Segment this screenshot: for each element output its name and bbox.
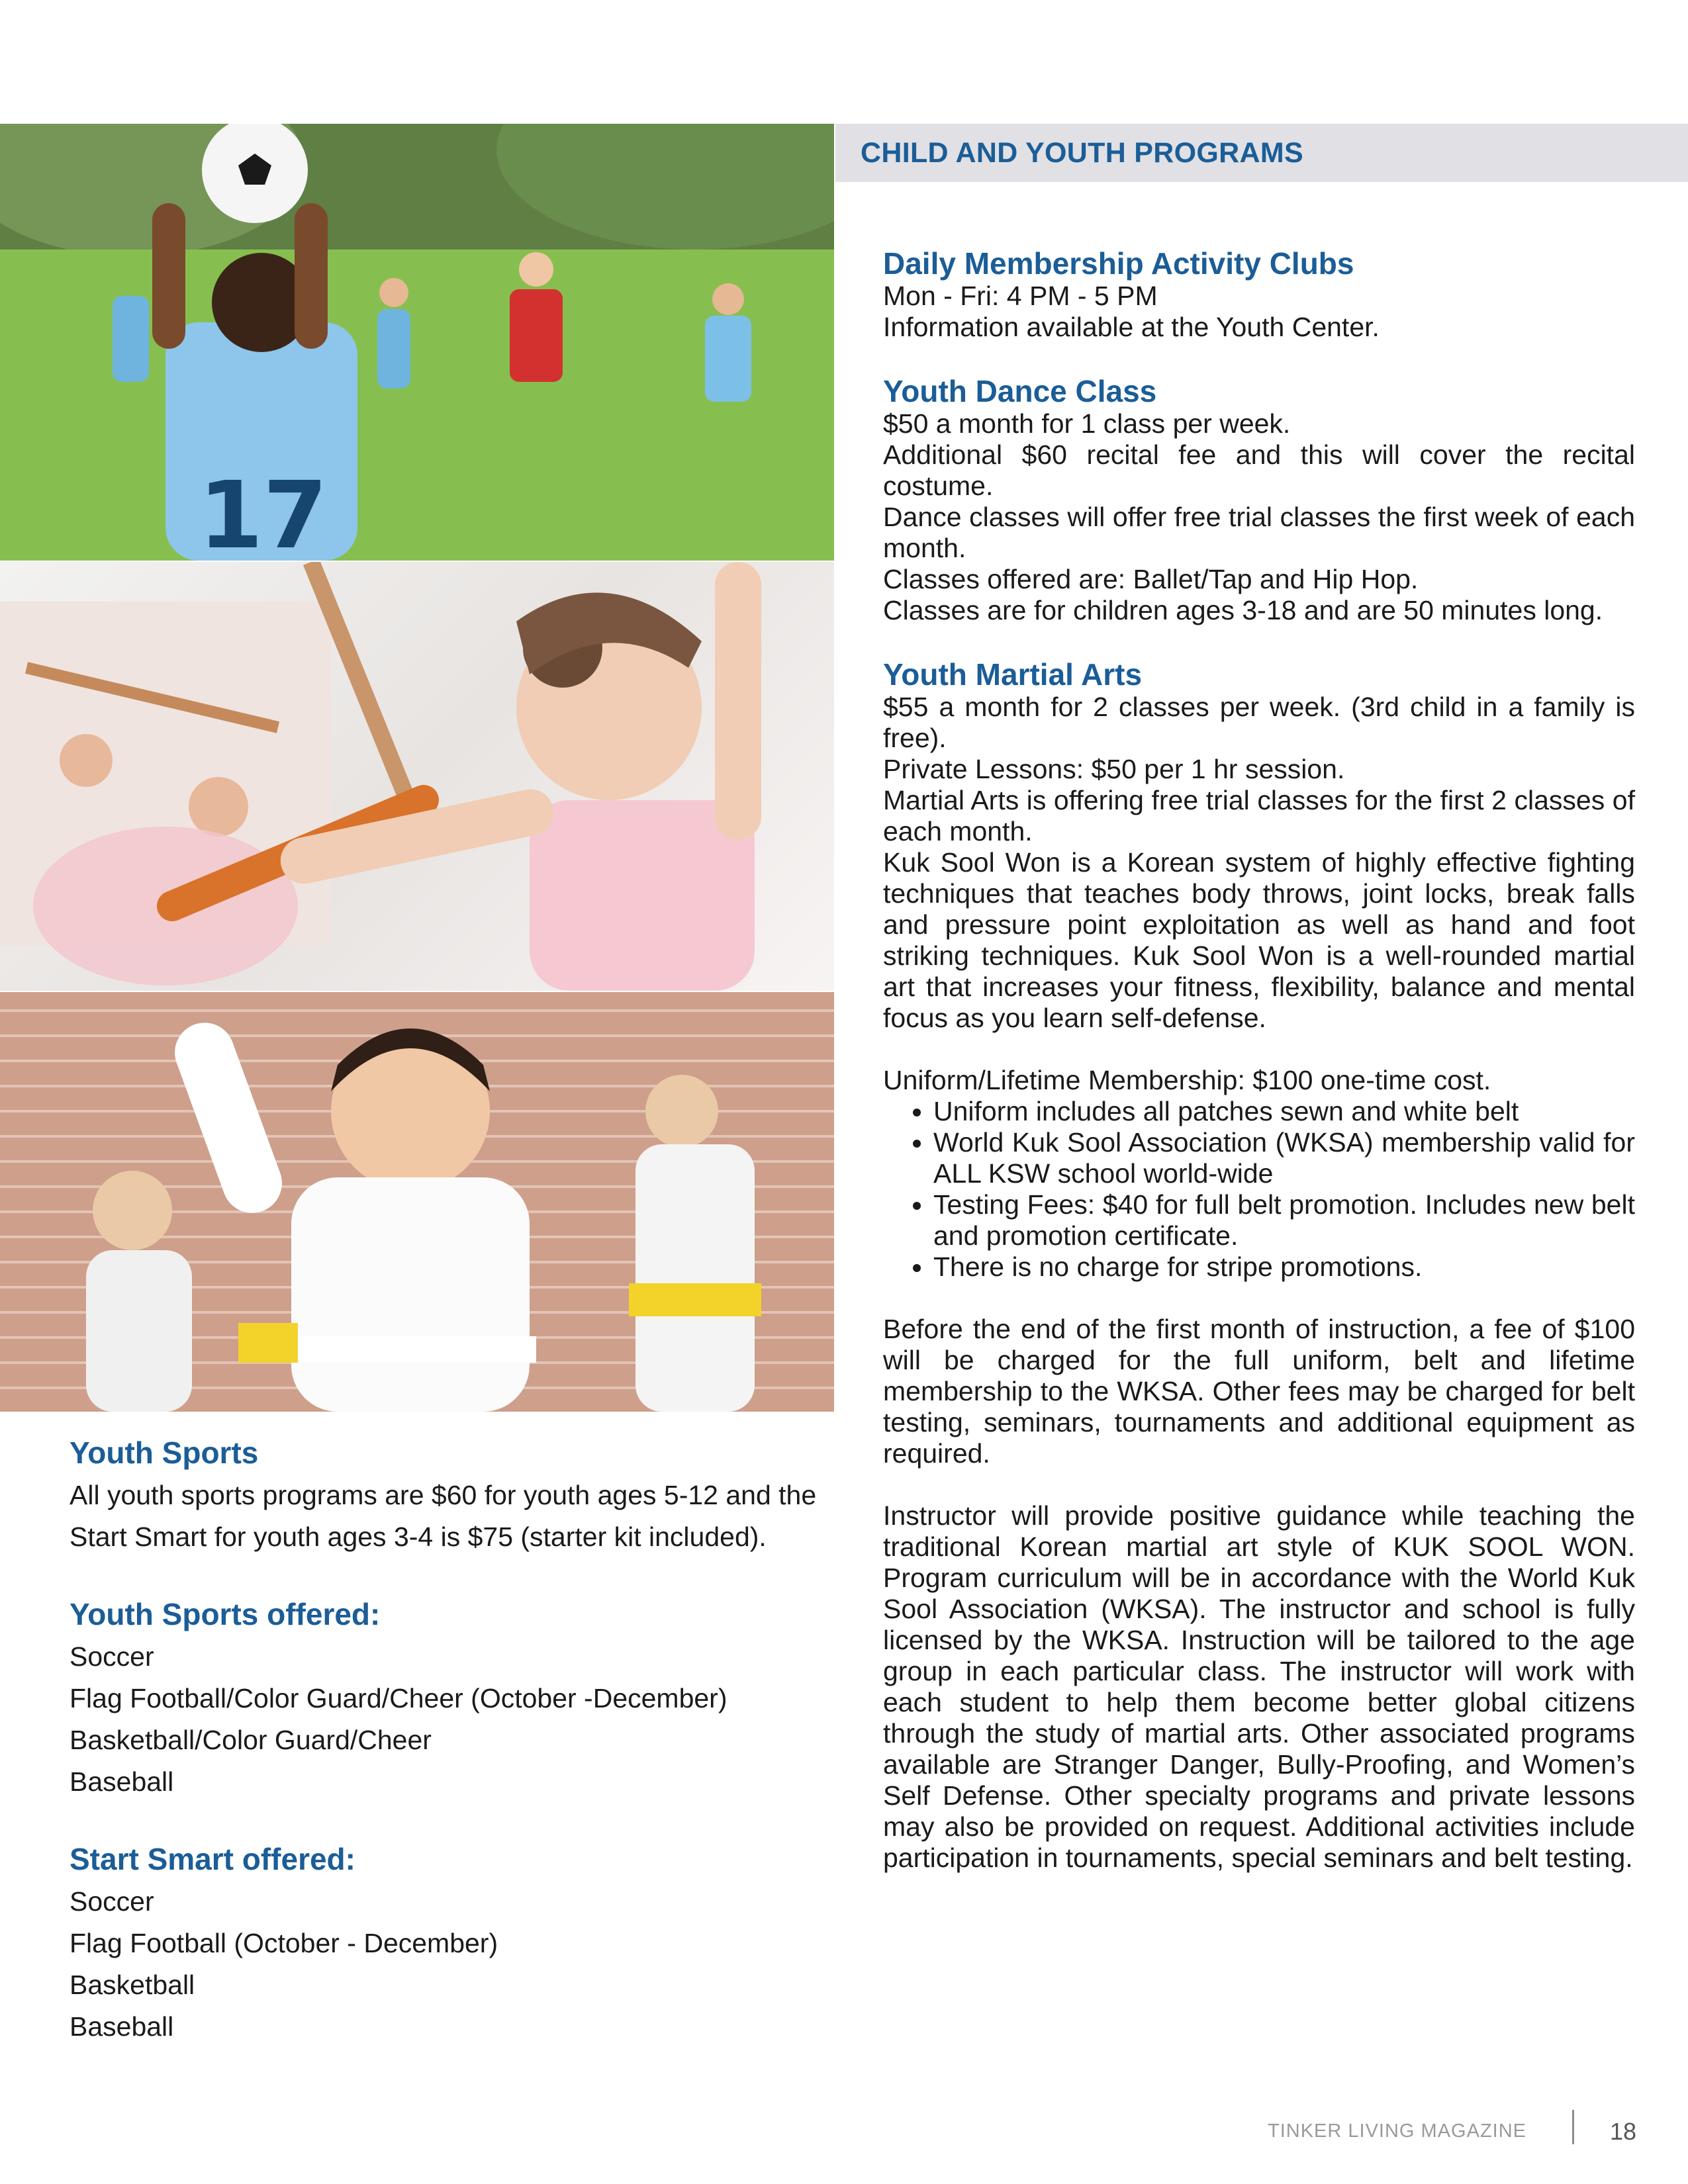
list-item: • Testing Fees: $40 for full belt promotion. Includes new belt and promotion certificate. xyxy=(933,1189,1635,1251)
list-item: • Uniform includes all patches sewn and white belt xyxy=(933,1096,1635,1127)
jersey-number: 17 xyxy=(199,462,328,561)
sports-offered-item: Flag Football/Color Guard/Cheer (October -December) xyxy=(70,1683,727,1713)
martial-arts-scene xyxy=(0,992,834,1412)
section-title: CHILD AND YOUTH PROGRAMS xyxy=(861,137,1303,169)
dance-ages: Classes are for children ages 3-18 and are 50 minutes long. xyxy=(883,595,1603,625)
left-column xyxy=(70,1431,824,2048)
sports-offered-item: Soccer xyxy=(70,1641,154,1672)
soccer-scene xyxy=(0,124,834,561)
page-number: 18 xyxy=(1610,2118,1637,2145)
martial-private-lessons: Private Lessons: $50 per 1 hr session. xyxy=(883,754,1345,784)
dance-classes-offered: Classes offered are: Ballet/Tap and Hip Hop. xyxy=(883,564,1419,594)
ballet-scene xyxy=(0,562,834,991)
martial-arts-heading: Youth Martial Arts xyxy=(883,657,1143,692)
martial-price: $55 a month for 2 classes per week. (3rd child in a family is free). xyxy=(883,692,1635,753)
daily-clubs-heading: Daily Membership Activity Clubs xyxy=(883,246,1354,281)
martial-description: Kuk Sool Won is a Korean system of highly effective fighting techniques that teaches body throws, joint locks, break falls and pressure point exploitation as well as hand and foot striking techniques. Kuk Sool Won is a well-rounded martial art that increases your fitness, flexibility, balance and mental focus as you learn self-defense. xyxy=(883,847,1635,1033)
martial-trial: Martial Arts is offering free trial classes for the first 2 classes of each month. xyxy=(883,785,1635,846)
section-header xyxy=(835,124,1688,182)
youth-sports-text: All youth sports programs are $60 for youth ages 5-12 and the Start Smart for youth ages 3-4 is $75 (starter kit included). xyxy=(70,1480,817,1552)
list-item: • There is no charge for stripe promotions. xyxy=(933,1251,1635,1283)
right-column xyxy=(883,246,1635,1874)
dance-trial: Dance classes will offer free trial classes the first week of each month. xyxy=(883,502,1635,563)
list-item: • World Kuk Sool Association (WKSA) membership valid for ALL KSW school world-wide xyxy=(933,1127,1635,1189)
uniform-membership: Uniform/Lifetime Membership: $100 one-time cost. xyxy=(883,1065,1491,1095)
footer-divider xyxy=(1572,2110,1574,2144)
start-smart-item: Soccer xyxy=(70,1886,154,1917)
ballet-photo xyxy=(0,562,834,991)
dance-recital-fee: Additional $60 recital fee and this will cover the recital costume. xyxy=(883,439,1635,501)
sports-offered-heading: Youth Sports offered: xyxy=(70,1597,381,1631)
start-smart-item: Basketball xyxy=(70,1970,195,2000)
uniform-bullet-list xyxy=(883,1096,1635,1283)
dance-price: $50 a month for 1 class per week. xyxy=(883,408,1291,439)
start-smart-item: Baseball xyxy=(70,2011,174,2042)
start-smart-item: Flag Football (October - December) xyxy=(70,1928,498,1958)
youth-sports-heading: Youth Sports xyxy=(70,1435,259,1470)
start-smart-heading: Start Smart offered: xyxy=(70,1842,355,1876)
sports-offered-item: Basketball/Color Guard/Cheer xyxy=(70,1725,432,1755)
soccer-photo xyxy=(0,124,834,561)
martial-arts-photo xyxy=(0,992,834,1412)
sports-offered-item: Baseball xyxy=(70,1766,174,1797)
daily-clubs-schedule: Mon - Fri: 4 PM - 5 PM xyxy=(883,281,1158,311)
instructor-paragraph: Instructor will provide positive guidance while teaching the traditional Korean martial art style of KUK SOOL WON. Program curriculum will be in accordance with the World Kuk Sool Association (WKSA). The instructor and school is fully licensed by the WKSA. Instruction will be tailored to the age group in each particular class. The instructor will work with each student to help them become better global citizens through the study of martial arts. Other associated programs available are Stranger Danger, Bully-Proofing, and Women’s Self Defense. Other specialty programs and private lessons may also be provided on request. Additional activities include participation in tournaments, special seminars and belt testing. xyxy=(883,1500,1635,1873)
fee-paragraph: Before the end of the first month of instruction, a fee of $100 will be charged for the full uniform, belt and lifetime membership to the WKSA. Other fees may be charged for belt testing, seminars, tournaments and additional equipment as required. xyxy=(883,1314,1635,1469)
daily-clubs-info: Information available at the Youth Center. xyxy=(883,312,1380,342)
magazine-name: TINKER LIVING MAGAZINE xyxy=(1268,2120,1526,2142)
dance-class-heading: Youth Dance Class xyxy=(883,374,1157,408)
